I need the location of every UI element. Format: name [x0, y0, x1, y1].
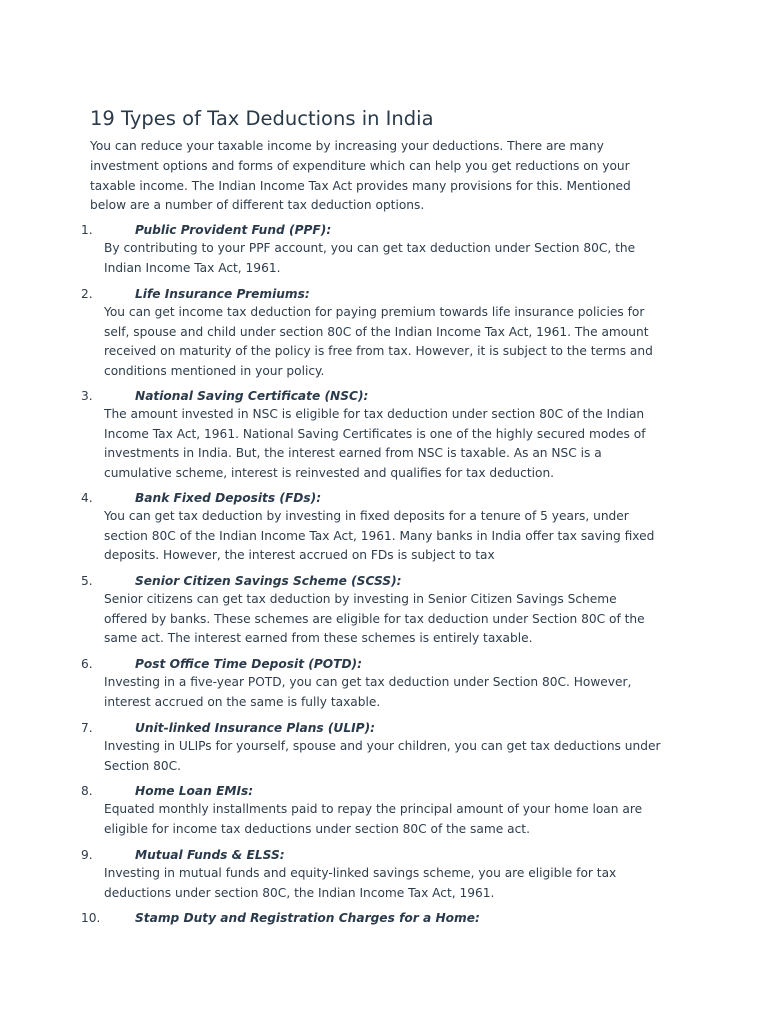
- item-body: [104, 673, 704, 712]
- item-heading: Bank Fixed Deposits (FDs):: [135, 491, 322, 505]
- item-heading: Unit-linked Insurance Plans (ULIP):: [135, 721, 376, 735]
- item-line: deposits. However, the interest accrued on FDs is subject to tax: [104, 548, 495, 562]
- item-body: [104, 239, 704, 278]
- item-line: The amount invested in NSC is eligible for tax deduction under section 80C of the Indian: [104, 407, 645, 421]
- item-line: You can get tax deduction by investing in fixed deposits for a tenure of 5 years, under: [104, 509, 629, 523]
- item-number: 3.: [81, 389, 93, 403]
- item-line: You can get income tax deduction for paying premium towards life insurance policies for: [104, 305, 645, 319]
- item-number: 7.: [81, 721, 93, 735]
- item-line: investments in India. But, the interest earned from NSC is taxable. As an NSC is a: [104, 446, 602, 460]
- item-number: 6.: [81, 657, 93, 671]
- item-body: [104, 507, 704, 566]
- item-line: offered by banks. These schemes are eligible for tax deduction under Section 80C of the: [104, 611, 645, 626]
- item-heading: Life Insurance Premiums:: [135, 287, 310, 301]
- item-number: 1.: [81, 223, 93, 237]
- item-line: cumulative scheme, interest is reinvested and qualifies for tax deduction.: [104, 465, 555, 480]
- item-number: 2.: [81, 287, 93, 301]
- page-title: 19 Types of Tax Deductions in India: [90, 107, 434, 130]
- item-line: self, spouse and child under section 80C of the Indian Income Tax Act, 1961. The amount: [104, 324, 649, 339]
- item-heading: Post Office Time Deposit (POTD):: [135, 657, 363, 671]
- item-heading: Senior Citizen Savings Scheme (SCSS):: [135, 574, 402, 588]
- item-heading: Home Loan EMIs:: [135, 784, 254, 798]
- item-body: [104, 737, 704, 776]
- item-number: 5.: [81, 574, 93, 588]
- item-line: conditions mentioned in your policy.: [104, 363, 325, 378]
- item-heading: Public Provident Fund (PPF):: [135, 223, 332, 237]
- intro-line: taxable income. The Indian Income Tax Act provides many provisions for this. Mentioned: [90, 178, 631, 193]
- item-number: 10.: [81, 911, 101, 925]
- item-body: [104, 800, 704, 839]
- item-line: By contributing to your PPF account, you can get tax deduction under Section 80C, the: [104, 241, 636, 255]
- item-line: eligible for income tax deductions under section 80C of the same act.: [104, 821, 530, 836]
- item-line: section 80C of the Indian Income Tax Act, 1961. Many banks in India offer tax saving fixed: [104, 528, 655, 543]
- item-number: 4.: [81, 491, 93, 505]
- item-line: deductions under section 80C, the Indian Income Tax Act, 1961.: [104, 885, 495, 900]
- item-line: Equated monthly installments paid to repay the principal amount of your home loan are: [104, 802, 643, 816]
- intro-paragraph: [90, 137, 690, 216]
- item-body: [104, 590, 704, 649]
- item-number: 8.: [81, 784, 93, 798]
- item-line: Senior citizens can get tax deduction by investing in Senior Citizen Savings Scheme: [104, 592, 617, 606]
- intro-line: You can reduce your taxable income by increasing your deductions. There are many: [90, 139, 604, 153]
- item-line: Investing in mutual funds and equity-linked savings scheme, you are eligible for tax: [104, 866, 617, 880]
- item-line: Investing in a five-year POTD, you can get tax deduction under Section 80C. However,: [104, 675, 632, 689]
- item-line: interest accrued on the same is fully taxable.: [104, 694, 381, 709]
- intro-line: below are a number of different tax deduction options.: [90, 198, 425, 213]
- item-heading: National Saving Certificate (NSC):: [135, 389, 369, 403]
- item-heading: Mutual Funds & ELSS:: [135, 848, 285, 862]
- item-heading: Stamp Duty and Registration Charges for a Home:: [135, 911, 480, 925]
- item-line: Investing in ULIPs for yourself, spouse and your children, you can get tax deductions under: [104, 739, 661, 753]
- item-body: [104, 864, 704, 903]
- item-number: 9.: [81, 848, 93, 862]
- item-line: received on maturity of the policy is free from tax. However, it is subject to the terms and: [104, 344, 653, 358]
- item-line: Indian Income Tax Act, 1961.: [104, 260, 281, 275]
- item-body: [104, 303, 704, 381]
- item-body: [104, 405, 704, 483]
- intro-line: investment options and forms of expenditure which can help you get reductions on your: [90, 158, 630, 173]
- item-line: Income Tax Act, 1961. National Saving Certificates is one of the highly secured modes of: [104, 426, 646, 441]
- item-line: same act. The interest earned from these schemes is entirely taxable.: [104, 631, 533, 645]
- item-line: Section 80C.: [104, 758, 182, 773]
